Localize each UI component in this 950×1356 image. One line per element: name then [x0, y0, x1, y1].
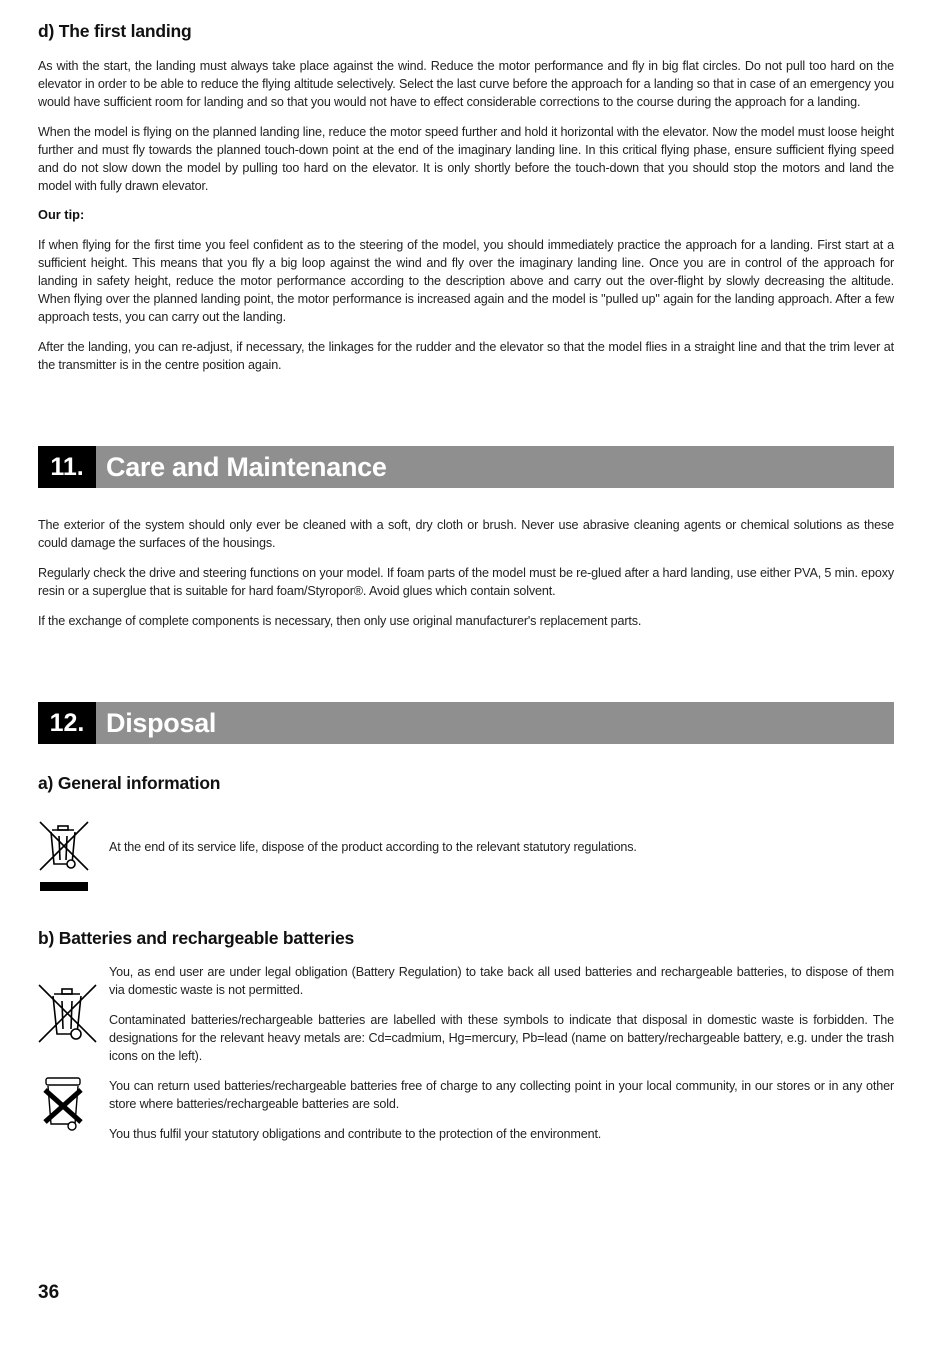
- batteries-paragraph-2: Contaminated batteries/rechargeable batteries are labelled with these symbols to indicate that disposal in domestic waste is forbidden. The designations for the relevant heavy metals are: Cd=cadmium, Hg=mercury, Pb=lead (name on battery/rechargeable battery, e.g. under the trash icons on the left).: [109, 1013, 894, 1063]
- batteries-paragraph-1: You, as end user are under legal obligation (Battery Regulation) to take back all used batteries and rechargeable batteries, to dispose of them via domestic waste is not permitted.: [109, 965, 894, 997]
- section-number: 11.: [38, 446, 96, 488]
- first-landing-paragraph-3: If when flying for the first time you feel confident as to the steering of the model, you should immediately practice the approach for a landing. First start at a sufficient height. This means that you fly a big loop against the wind and fly over the imaginary landing line. Once you are in control of the approach for landing in safety height, reduce the motor performance according to the description above and carry out the over-flight by slowly decreasing the altitude. When flying over the planned landing point, the motor performance is increased again and the model is "pulled up" again for the landing approach. After a few approach tests, you can carry out the landing.: [38, 238, 894, 324]
- crossed-battery-bin-icon: [38, 984, 98, 1046]
- batteries-heading: b) Batteries and rechargeable batteries: [38, 928, 355, 948]
- first-landing-paragraph-2: When the model is flying on the planned landing line, reduce the motor speed further and hold it horizontal with the elevator. Now the model must loose height further and must fly towards the planned touch-down point at the end of the imaginary landing line. In this critical flying phase, ensure sufficient flying speed and do not slow down the model by pulling too hard on the elevator. It is only shortly before the touch-down that you should stop the motors and land the model with fully drawn elevator.: [38, 125, 894, 193]
- batteries-paragraph-4: You thus fulfil your statutory obligations and contribute to the protection of the environment.: [109, 1127, 602, 1141]
- tip-label: Our tip:: [38, 207, 85, 222]
- section-number: 12.: [38, 702, 96, 744]
- general-information-heading: a) General information: [38, 773, 221, 793]
- care-paragraph-1: The exterior of the system should only ever be cleaned with a soft, dry cloth or brush. Never use abrasive cleaning agents or chemical solutions as these could damage the surfaces of the housings.: [38, 518, 894, 550]
- wheeled-bin-crossed-icon: [38, 1074, 88, 1134]
- section-banner-disposal: [38, 702, 894, 744]
- first-landing-paragraph-4: After the landing, you can re-adjust, if necessary, the linkages for the rudder and the elevator so that the model flies in a straight line and that the trim lever at the transmitter is in the centre position again.: [38, 340, 894, 372]
- care-paragraph-2: Regularly check the drive and steering functions on your model. If foam parts of the model must be re-glued after a hard landing, use either PVA, 5 min. epoxy resin or a superglue that is suitable for hard foam/Styropor®. Avoid glues which contain solvent.: [38, 566, 895, 598]
- first-landing-paragraph-1: As with the start, the landing must always take place against the wind. Reduce the motor performance and fly in big flat circles. Do not pull too hard on the elevator in order to be able to reduce the flying altitude selectively. Select the last curve before the approach for a landing so that in case of an emergency you would have sufficient room for landing and so that you would not have to effect considerable corrections to the course during the approach for a landing.: [38, 59, 894, 109]
- batteries-paragraph-3: You can return used batteries/rechargeable batteries free of charge to any collecting point in your local community, in our stores or in any other store where batteries/rechargeable batteries are sold.: [109, 1079, 894, 1111]
- section-title: Disposal: [106, 708, 217, 738]
- page-number: 36: [38, 1282, 60, 1303]
- section-banner-care: [38, 446, 894, 488]
- section-title: Care and Maintenance: [106, 452, 387, 482]
- care-paragraph-3: If the exchange of complete components is necessary, then only use original manufacturer's replacement parts.: [38, 614, 642, 628]
- crossed-bin-icon: [38, 820, 90, 892]
- general-information-text: At the end of its service life, dispose of the product according to the relevant statutory regulations.: [109, 840, 637, 854]
- first-landing-heading: d) The first landing: [38, 21, 192, 41]
